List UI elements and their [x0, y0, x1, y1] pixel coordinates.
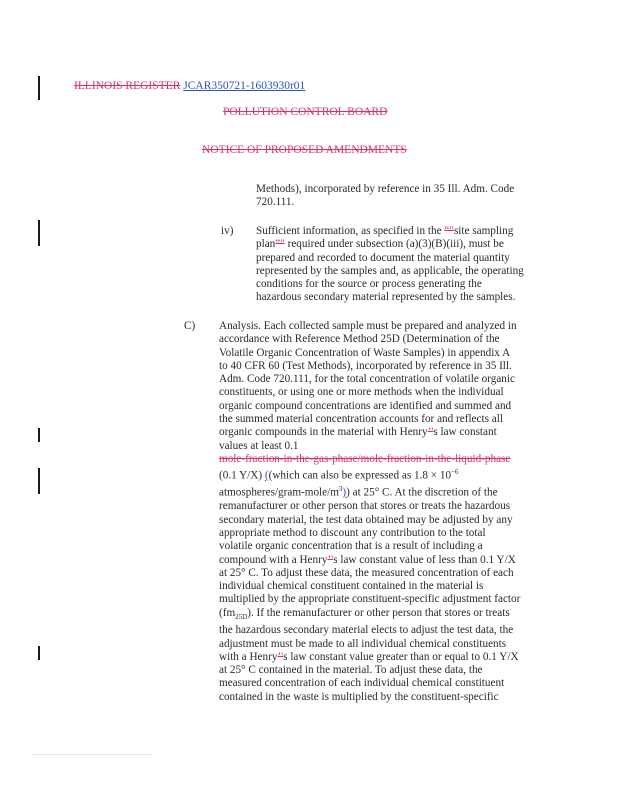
- item-c-text: Analysis. Each collected sample must be prepared and analyzed in accordance with Reference Method 25D (Determination of the Volatile Organic Concentration of Waste Samples) in appendix A to 40 CFR 60 (Test Methods), incorporated by reference in 35 Ill. Adm. Code 720.111, for the total concentration of volatile organic constituents, or using one or more methods when the individual organic compound concentrations are identified and summed and the summed material concentration accounts for and reflects all organic compounds in the material with Henry’'s law constant values at least 0.1 mole-fraction-in-the-gas-phase/mole-fraction-in-the-liquid-phase (0.1 Y/X) ((which can also be expressed as $1.8 \times 10^{-6}$ atmospheres/$gram-mole/m^3$)) at 25° C. At the discretion of the remanufacturer or other person that stores or treats the hazardous secondary material, the test data obtained may be adjusted by any appropriate method to discount any contribution to the total volatile organic concentration that is a result of including a compound with a Henry’'s law constant value of less than 0.1 Y/X at 25° C. To adjust these data, the measured concentration of each individual chemical constituent contained in the material is multiplied by the appropriate constituent-specific adjustment factor $(fm_{25D})$. If the remanufacturer or other person that stores or treats the hazardous secondary material elects to adjust the test data, the adjustment must be made to all individual chemical constituents with a Henry’'s law constant value greater than or equal to 0.1 Y/X at 25° C contained in the material. To adjust these data, the measured concentration of each individual chemical constituent contained in the waste is multiplied by the constituent-specific: [219, 320, 521, 703]
- notice-header: NOTICE OF PROPOSED AMENDMENTS: [202, 144, 407, 156]
- register-title-deleted: ILLINOIS REGISTER: [74, 80, 181, 92]
- item-c-label: C): [184, 320, 196, 332]
- change-bar: [38, 468, 40, 494]
- change-bar: [38, 646, 40, 660]
- continuation-text: Methods), incorporated by reference in 35 Ill. Adm. Code 720.111.: [256, 183, 515, 209]
- change-bar: [38, 76, 40, 100]
- register-header: [74, 80, 305, 92]
- item-iv-text: Sufficient information, as specified in the “"site sampling plan”" required under subsection (a)(3)(B)(iii), must be prepared and recorded to document the material quantity represented by the samples and, as applicable, the operating conditions for the source or process generating the hazardous secondary material represented by the samples.: [256, 225, 524, 304]
- footer-rule: [32, 754, 152, 755]
- register-id-inserted: JCAR350721-1603930r01: [183, 80, 306, 92]
- board-header: POLLUTION CONTROL BOARD: [223, 106, 388, 118]
- item-iv-label: iv): [221, 225, 234, 237]
- change-bar: [38, 220, 40, 246]
- change-bar: [38, 428, 40, 442]
